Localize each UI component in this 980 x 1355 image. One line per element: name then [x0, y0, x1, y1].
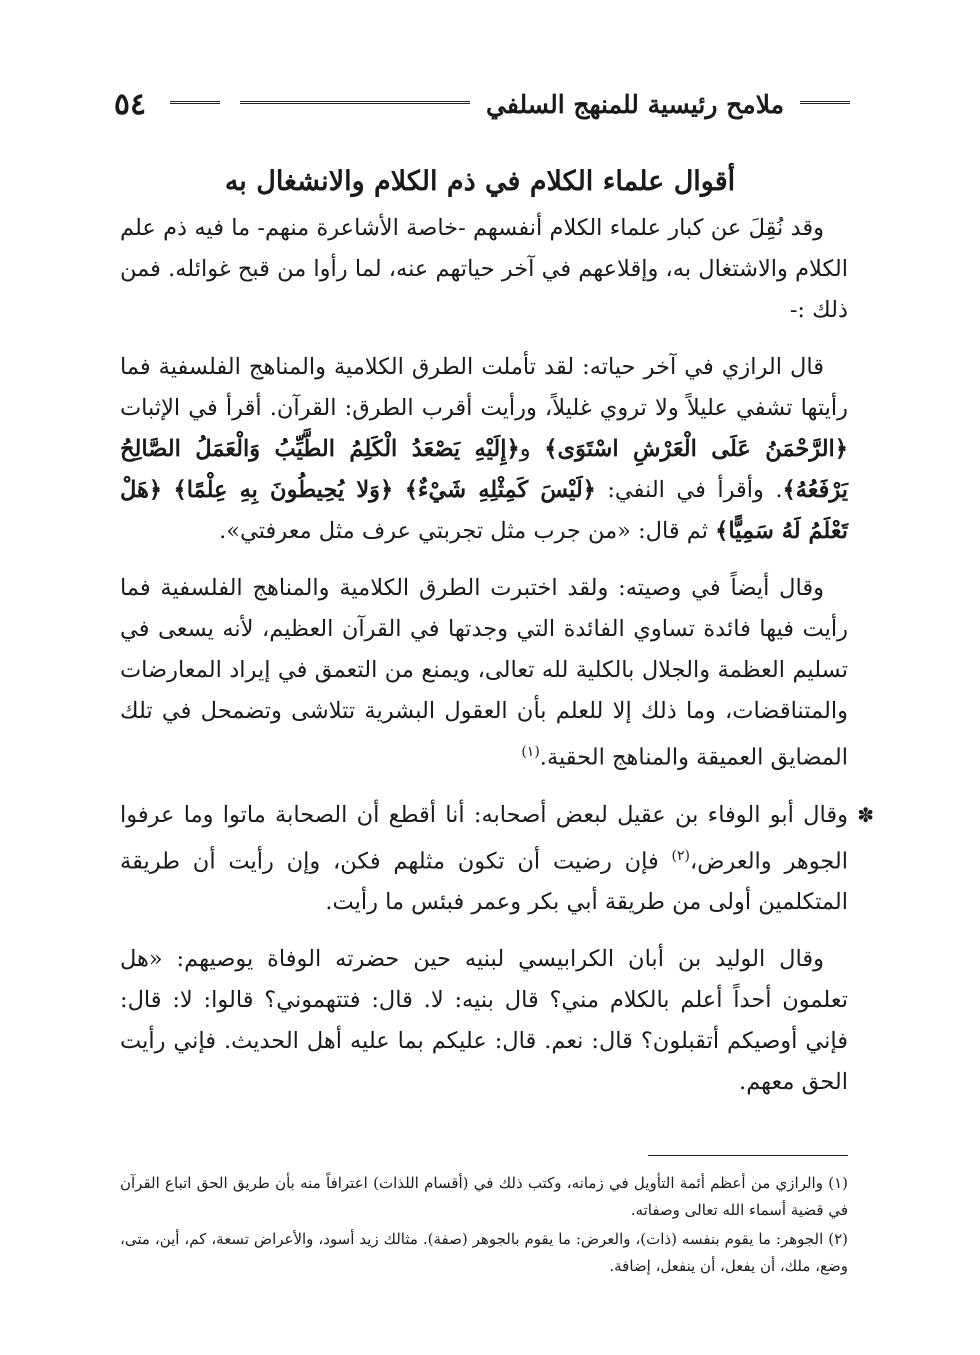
section-title: أقوال علماء الكلام في ذم الكلام والانشغال به [224, 166, 736, 198]
page-number: ٥٤ [113, 86, 147, 122]
footnote-ref-2: (٢) [671, 847, 690, 864]
footnote-1: (١) والرازي من أعظم أئمة التأويل في زمانه، وكتب ذلك في (أقسام اللذات) اعترافاً منه بأن طريق الحق اتباع القرآن في قضية أسماء الله تعالى وصفاته. [120, 1174, 848, 1219]
paragraph-2-text-2: و [519, 436, 545, 462]
quran-verse-3: ﴿لَيْسَ كَمِثْلِهِ شَيْءٌ﴾ [404, 477, 596, 503]
paragraph-2-text-5 [162, 477, 173, 503]
paragraph-2-text-3: . وأقرأ في النفي: [595, 477, 783, 503]
footnote-2: (٢) الجوهر: ما يقوم بنفسه (ذات)، والعرض: ما يقوم بالجوهر (صفة). مثالك زيد أسود، والأعراض تسعة، كم، أين، متى، وضع، ملك، أن يفعل، أن ينفعل، إضافة. [120, 1230, 849, 1275]
header-rule-right [800, 101, 850, 108]
footnote-ref-1: (١) [521, 744, 540, 760]
paragraph-2-text-4 [393, 477, 404, 503]
quran-verse-2: ﴿إِلَيْهِ يَصْعَدُ الْكَلِمُ الطَّيِّبُ وَالْعَمَلُ الصَّالِحُ يَرْفَعُهُ﴾ [120, 436, 849, 503]
quran-verse-4: ﴿وَلا يُحِيطُونَ بِهِ عِلْمًا﴾ [173, 477, 394, 503]
header-rule-middle [240, 101, 470, 108]
paragraph-3-text: وقال أيضاً في وصيته: ولقد اختبرت الطرق الكلامية والمناهج الفلسفية فما رأيت فيها فائدة تساوي الفائدة التي وجدتها في القرآن العظيم، لأنه يسعى في تسليم العظمة والجلال بالكلية لله تعالى، ويمنع من التعمق في إيراد المعارضات والمتناقضات، وما ذلك إلا للعلم بأن العقول البشرية تتلاشى وتضمحل في تلك المضايق العميقة والمناهج الحقية. [120, 575, 848, 771]
paragraph-5: وقال الوليد بن أبان الكرابيسي لبنيه حين حضرته الوفاة يوصيهم: «هل تعلمون أحداً أعلم بالكلام مني؟ قال بنيه: لا. قال: فتتهموني؟ قالوا: لا: قال: فإني أوصيكم أتقبلون؟ قال: نعم. قال: عليكم بما عليه أهل الحديث. فإني رأيت الحق معهم. [120, 946, 848, 1095]
footnotes [120, 1170, 848, 1282]
body-text [120, 208, 874, 1119]
paragraph-2 [120, 347, 848, 552]
page-header [100, 82, 860, 126]
quran-verse-5: ﴿هَلْ تَعْلَمُ لَهُ سَمِيًّا﴾ [120, 477, 848, 544]
footnote-separator [648, 1155, 848, 1156]
paragraph-1: وقد نُقِلَ عن كبار علماء الكلام أنفسهم -خاصة الأشاعرة منهم- ما فيه ذم علم الكلام والاشتغال به، وإقلاعهم في آخر حياتهم عنه، لما رأوا من قبح غوائله. فمن ذلك :- [120, 215, 848, 323]
paragraph-4 [120, 795, 874, 924]
paragraph-2-text-1: قال الرازي في آخر حياته: لقد تأملت الطرق الكلامية والمناهج الفلسفية فما رأيتها تشفي عليلاً ولا تروي غليلاً، ورأيت أقرب الطرق: القرآن. أقرأ في الإثبات [120, 354, 848, 421]
header-rule-left [170, 101, 220, 108]
paragraph-2-text-6: ثم قال: «من جرب مثل تجربتي عرف مثل معرفتي». [219, 518, 716, 544]
paragraph-4-text-1: وقال أبو الوفاء بن عقيل لبعض أصحابه: أنا أقطع أن الصحابة ماتوا وما عرفوا الجوهر والعرض، [120, 801, 848, 874]
paragraph-4-text-2: فإن رضيت أن تكون مثلهم فكن، وإن رأيت أن طريقة المتكلمين أولى من طريقة أبي بكر وعمر فبئس ما رأيت. [120, 848, 848, 915]
asterisk-marker-icon: ✽ [857, 802, 874, 827]
paragraph-3 [120, 568, 848, 779]
quran-verse-1: ﴿الرَّحْمَنُ عَلَى الْعَرْشِ اسْتَوَى﴾ [544, 436, 848, 462]
running-title: ملامح رئيسية للمنهج السلفي [486, 89, 784, 119]
